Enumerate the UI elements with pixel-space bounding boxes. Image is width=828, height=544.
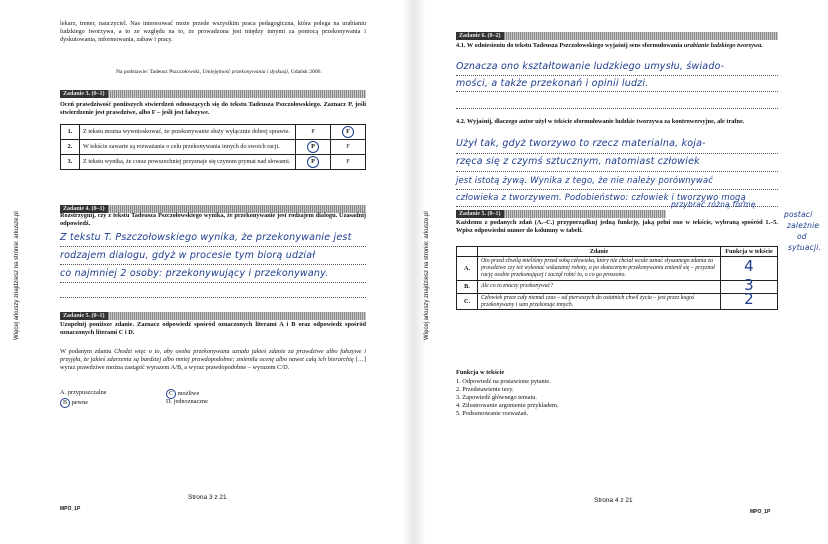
task3-instruction: Oceń prawdziwość poniższych stwierdzeń odnoszących się do tekstu Tadeusza Pszczołowskiego. Zaznacz P, jeśli stwierdzenie jest prawdziwe, albo F – jeśli jest fałszywe. xyxy=(60,101,366,116)
true-cell[interactable] xyxy=(296,125,331,140)
page-code-left: MPO_1P xyxy=(60,506,81,512)
right-page xyxy=(414,0,828,544)
true-mark[interactable]: P xyxy=(307,156,319,168)
function-item: 4. Zilustrowanie argumentu przykładem. xyxy=(456,402,559,409)
task5r-label: Zadanie 5. (0–1) xyxy=(456,210,504,218)
task4-handwriting-1: Z tekstu T. Pszczołowskiego wynika, że przekonywanie jest xyxy=(60,232,352,243)
task5-sentence: W podanym zdaniu Chodzi więc o to, aby osoba przekonywana uznała jakieś zdanie za prawdziwe albo fałszywe i przyjęła, że jakieś zdarzenia są bardziej albo mniej prawdopodobne; zmieniła ocenę albo nawet całą ich hierarchię […] wyraz prawdziwe można zastąpić wyrazem A/B, a wyraz prawdopodobne – wyrazem C/D. xyxy=(60,348,366,371)
true-cell[interactable] xyxy=(296,140,331,155)
function-item: 5. Podsumowanie rozważań. xyxy=(456,410,529,417)
function-answer[interactable]: 4 xyxy=(744,257,754,276)
answer-line xyxy=(60,245,366,247)
answer-line xyxy=(60,296,366,298)
page-footer-right: Strona 4 z 21 xyxy=(594,497,633,504)
function-item: 1. Odpowiedź na postawione pytanie. xyxy=(456,378,551,385)
answer-line xyxy=(456,170,778,172)
q42-handwriting-2: rzęca się z czymś sztucznym, natomiast człowiek xyxy=(456,156,700,167)
right-side-text: Więcej arkuszy znajdziesz na stronie: arkusze.pl xyxy=(424,211,430,340)
task5r-table xyxy=(456,246,778,310)
task4-label: Zadanie 4. (0–1) xyxy=(60,205,108,213)
task5r-instruction: Każdemu z podanych zdań (A.–C.) przyporządkuj jedną funkcję, jaką pełni ono w tekście, wybraną spośród 1.–5. Wpisz odpowiedni numer do kolumny w tabeli. xyxy=(456,219,778,234)
answer-line xyxy=(456,188,778,190)
intro-text: lekarz, trener, nauczyciel. Nas interesować może przede wszystkim praca pedagogiczna, która polega na urabianiu ludzkiego tworzywa, a to ze względu na to, że prowadzona jest między innymi za pomocą przekonywania i dyskutowania, informowania, zabaw i pracy. xyxy=(60,20,366,43)
functions-title: Funkcja w tekście xyxy=(456,369,505,376)
true-mark[interactable]: P xyxy=(307,141,319,153)
answer-line xyxy=(60,263,366,265)
q42-text: 4.2. Wyjaśnij, dlaczego autor użył w tekście sformułowanie ludzkie tworzywa za kontrowersyjne, ale trafne. xyxy=(456,118,745,125)
row-letter: A. xyxy=(457,257,478,280)
q42-handwriting-1: Użył tak, gdyż tworzywo to rzecz materialna, koja- xyxy=(456,138,706,149)
row-letter: C. xyxy=(457,293,478,310)
left-side-text: Więcej arkuszy znajdziesz na stronie: arkusze.pl xyxy=(14,211,20,340)
option-b[interactable]: B pewne xyxy=(60,398,88,408)
answer-line xyxy=(60,281,366,283)
false-cell[interactable] xyxy=(331,140,366,155)
page-footer-left: Strona 3 z 21 xyxy=(188,494,227,501)
function-answer[interactable]: 2 xyxy=(744,290,754,309)
answer-line xyxy=(456,152,778,154)
option-c[interactable]: C możliwe xyxy=(166,389,199,399)
answer-line xyxy=(456,90,778,92)
q41-handwriting-2: mości, a także przekonań i opinii ludzi. xyxy=(456,78,649,89)
option-d[interactable]: D. jednoznaczne xyxy=(166,398,208,405)
row-number: 3. xyxy=(61,155,80,170)
q42-handwriting-9: sytuacji. xyxy=(788,243,822,252)
answer-line xyxy=(456,74,778,76)
row-letter: B. xyxy=(457,280,478,293)
false-mark[interactable]: F xyxy=(346,158,350,166)
task-top-bar xyxy=(456,32,778,40)
function-answer[interactable]: 3 xyxy=(744,275,754,294)
q42-handwriting-7: zależnie xyxy=(787,221,820,230)
task3-row xyxy=(61,155,366,170)
task-top-label: Zadanie 6. (0–2) xyxy=(456,32,504,40)
false-mark[interactable]: F xyxy=(346,143,350,151)
q41-handwriting-1: Oznacza ono kształtowanie ludzkiego umysłu, świado- xyxy=(456,61,725,72)
q42-handwriting-6: postaci xyxy=(784,210,813,219)
source-line: Na podstawie: Tadeusz Pszczołowski, Umiejętność przekonywania i dyskusji, Gdańsk 2006. xyxy=(116,69,322,75)
row-sentence: Człowiek przez cały niemal czas – od pierwszych do ostatnich chwil życia – jest przez kogoś przekonywany i sam przekonuje innych. xyxy=(478,293,721,310)
task5-instruction: Uzupełnij poniższe zdanie. Zaznacz odpowiedź spośród oznaczonych literami A i B oraz odpowiedź spośród oznaczonych literami C i D. xyxy=(60,321,366,336)
task5r-row xyxy=(457,257,778,280)
q42-handwriting-3: jest istotą żywą. Wynika z tego, że nie należy porównywać xyxy=(456,175,714,185)
task4-instruction: Rozstrzygnij, czy z tekstu Tadeusza Pszczołowskiego wynika, że przekonywanie jest rodzajem dialogu. Uzasadnij odpowiedź. xyxy=(60,212,366,227)
row-sentence: Ale co to znaczy przekonywać? xyxy=(478,280,721,293)
q42-handwriting-8: od xyxy=(797,232,807,241)
option-a[interactable]: A. przypuszczalne xyxy=(60,389,107,396)
false-mark[interactable]: F xyxy=(342,126,354,138)
row-sentence: Oto przed chwilą mieliśmy przed sobą człowieka, który nie chciał wcale uznać słyszanego zdania za prawdziwe czy też wykonać wskazanej roboty, a po skutecznym przekonywaniu zmienił się – przyznał rację osobie przekonującej i zaczął robić to, o co go proszono. xyxy=(478,257,721,280)
false-cell[interactable] xyxy=(331,155,366,170)
task5r-row xyxy=(457,293,778,310)
answer-line xyxy=(456,107,778,109)
q41-text: 4.1. W odniesieniu do tekstu Tadeusza Pszczołowskiego wyjaśnij sens sformułowania urabianie ludzkiego tworzywa. xyxy=(456,42,763,49)
task5r-row xyxy=(457,280,778,293)
task3-row xyxy=(61,125,366,140)
page-code-right: MPO_1P xyxy=(750,509,771,515)
function-answer-cell[interactable] xyxy=(721,290,778,310)
row-statement: Z tekstu można wywnioskować, że przekonywanie służy wyłącznie dobrej sprawie. xyxy=(80,125,296,140)
task3-row xyxy=(61,140,366,155)
th-sentence: Zdanie xyxy=(478,247,721,257)
task3-table xyxy=(60,124,366,170)
row-number: 1. xyxy=(61,125,80,140)
row-statement: Z tekstu wynika, że coraz powszechniej przyznaje się czynom prymat nad słowami. xyxy=(80,155,296,170)
task4-handwriting-2: rodzajem dialogu, gdyż w procesie tym biorą udział xyxy=(60,250,316,261)
q42-handwriting-4: człowieka z tworzywem. Podobieństwo: człowiek i tworzywo mogą xyxy=(456,192,746,202)
true-mark[interactable]: P xyxy=(311,128,315,136)
row-number: 2. xyxy=(61,140,80,155)
q42-handwriting-5: przybrać różną formę xyxy=(671,200,756,209)
task5-label: Zadanie 5. (0–1) xyxy=(60,312,108,320)
task3-label: Zadanie 3. (0–1) xyxy=(60,90,108,98)
row-statement: W tekście zawarte są rozważania o celu przekonywania innych do swoich racji. xyxy=(80,140,296,155)
th-function: Funkcja w tekście xyxy=(721,247,778,257)
false-cell[interactable] xyxy=(331,125,366,140)
function-item: 2. Przedstawienie tezy. xyxy=(456,386,514,393)
true-cell[interactable] xyxy=(296,155,331,170)
task4-handwriting-3: co najmniej 2 osoby: przekonywujący i przekonywany. xyxy=(60,268,329,279)
function-item: 3. Zapowiedź głównego tematu. xyxy=(456,394,537,401)
